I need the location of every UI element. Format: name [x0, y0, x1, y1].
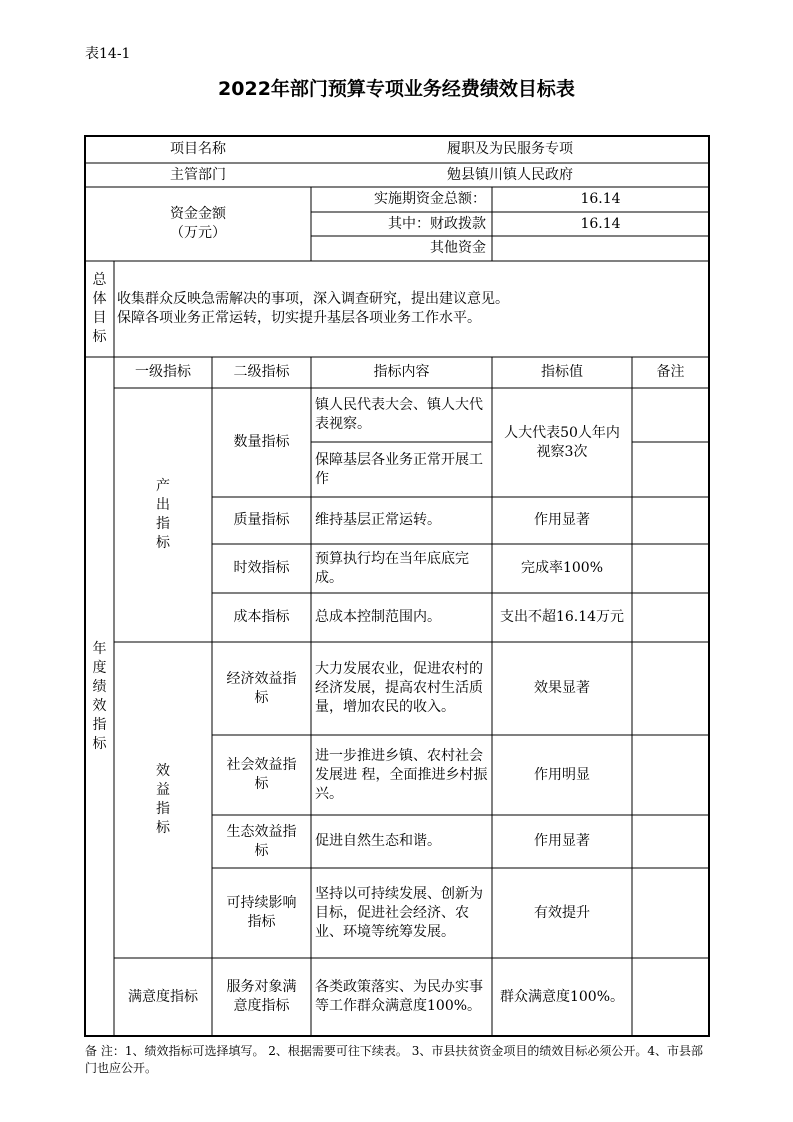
sustainable-value: 有效提升	[534, 904, 590, 921]
label-char: 效	[156, 763, 170, 779]
funds-fiscal-label: 其中：财政拨款	[388, 215, 486, 232]
header-level1: 一级指标	[135, 364, 191, 380]
funds-total-label: 实施期资金总额：	[374, 191, 486, 207]
annual-indicators-label	[85, 357, 114, 1036]
cost-value: 支出不超16.14万元	[499, 609, 625, 625]
quality-content: 维持基层正常运转。	[315, 512, 441, 528]
label-char: 体	[92, 291, 107, 307]
social-l2: 社会效益指标	[226, 757, 297, 792]
quantity-content-2: 保障基层各业务正常开展工作	[315, 451, 483, 487]
label-char: 绩	[92, 678, 107, 695]
label-char: 指	[156, 801, 170, 817]
funds-total-value: 16.14	[580, 191, 621, 207]
funds-label-line1: 资金金额	[170, 206, 226, 222]
footnote: 备 注：1、绩效指标可选择填写。 2、根据需要可往下续表。 3、市县扶贫资金项目的绩效目标必须公开。4、市县部门也应公开。	[85, 1044, 703, 1075]
overall-goal-text	[114, 261, 709, 357]
label-char: 指	[156, 516, 170, 532]
economic-value: 效果显著	[534, 680, 590, 696]
quality-l2: 质量指标	[233, 512, 290, 528]
label-char: 出	[156, 497, 170, 513]
ecological-content: 促进自然生态和谐。	[315, 833, 441, 849]
sustainable-l2: 可持续影响指标	[226, 895, 297, 930]
funds-fiscal-value: 16.14	[580, 215, 621, 232]
satisfaction-content: 各类政策落实、为民办实事等工作群众满意度100%。	[315, 979, 483, 1014]
economic-l2: 经济效益指标	[226, 670, 297, 706]
form-number: 表14-1	[85, 46, 131, 62]
header-content: 指标内容	[373, 364, 430, 380]
quality-value: 作用显著	[534, 512, 590, 528]
department-value: 勉县镇川镇人民政府	[447, 166, 573, 183]
header-remark: 备注	[656, 364, 685, 380]
header-value: 指标值	[541, 364, 583, 380]
ecological-l2: 生态效益指标	[226, 823, 297, 859]
sustainable-content: 坚持以可持续发展、创新为目标，促进社会经济、农业、环境等统筹发展。	[315, 885, 483, 940]
satisfaction-value: 群众满意度100%。	[499, 988, 625, 1005]
header-level2: 二级指标	[233, 364, 290, 380]
economic-content: 大力发展农业，促进农村的经济发展，提高农村生活质量，增加农民的收入。	[315, 661, 483, 715]
funds-label-line2: （万元）	[170, 225, 226, 241]
quantity-content-1: 镇人民代表大会、镇人大代表视察。	[315, 397, 483, 432]
benefit-indicators-label	[114, 642, 212, 958]
social-content: 进一步推进乡镇、农村社会发展进 程，全面推进乡村振兴。	[315, 747, 488, 802]
overall-goal-line2: 保障各项业务正常运转，切实提升基层各项业务工作水平。	[117, 310, 481, 326]
label-char: 指	[92, 716, 107, 733]
satisfaction-l2: 服务对象满意度指标	[226, 979, 297, 1014]
overall-goal-line1: 收集群众反映急需解决的事项，深入调查研究，提出建议意见。	[117, 291, 509, 307]
label-char: 年	[92, 640, 107, 657]
label-char: 标	[156, 820, 170, 836]
funds-label	[85, 187, 311, 261]
timeliness-value: 完成率100%	[520, 560, 604, 576]
timeliness-l2: 时效指标	[233, 560, 290, 576]
funds-other-label: 其他资金	[430, 240, 486, 256]
label-char: 标	[92, 329, 107, 345]
label-char: 标	[156, 535, 170, 551]
label-char: 益	[156, 782, 170, 798]
project-name-value: 履职及为民服务专项	[447, 141, 573, 157]
label-char: 目	[92, 310, 107, 326]
label-char: 度	[92, 659, 107, 676]
timeliness-content: 预算执行均在当年底底完成。	[315, 550, 469, 586]
cost-l2: 成本指标	[233, 609, 290, 625]
ecological-value: 作用显著	[534, 833, 590, 849]
satisfaction-indicators-label: 满意度指标	[128, 988, 198, 1005]
social-value: 作用明显	[534, 766, 590, 783]
label-char: 标	[92, 735, 107, 752]
label-char: 总	[92, 272, 107, 288]
page-title: 2022年部门预算专项业务经费绩效目标表	[218, 78, 575, 100]
label-char: 效	[92, 697, 107, 714]
project-name-label: 项目名称	[170, 141, 226, 157]
quantity-value: 人大代表50人年内视察3次	[504, 424, 620, 460]
funds-other-value	[492, 236, 709, 261]
quantity-l2: 数量指标	[233, 434, 290, 450]
output-indicators-label	[114, 388, 212, 642]
cost-content: 总成本控制范围内。	[315, 609, 441, 625]
overall-goal-label	[85, 261, 114, 357]
department-label: 主管部门	[170, 166, 226, 183]
label-char: 产	[156, 478, 170, 494]
